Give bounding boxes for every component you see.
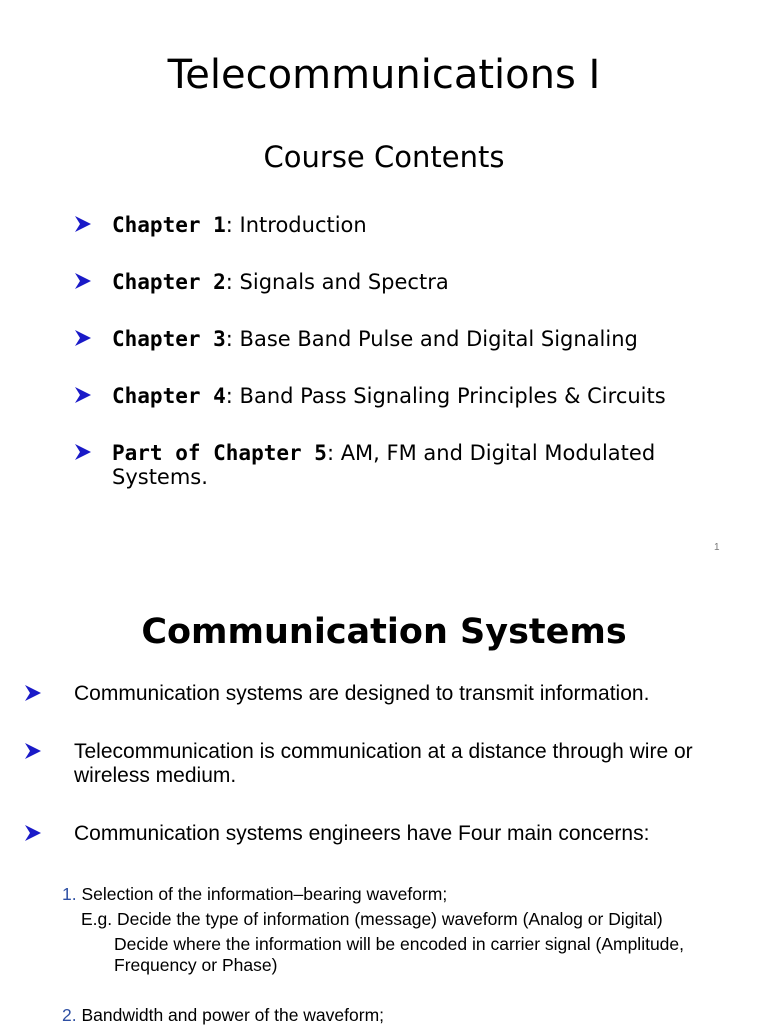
concern-item (62, 884, 752, 905)
arrow-bullet-icon (74, 442, 92, 462)
arrow-bullet-icon (24, 741, 42, 761)
chapter-text: : Introduction (225, 213, 367, 237)
chapter-item (74, 213, 714, 237)
page-number: 1 (714, 542, 720, 553)
chapter-label: Chapter 4 (112, 384, 226, 408)
arrow-bullet-icon (24, 683, 42, 703)
concern-detail: Decide where the information will be encoded in carrier signal (Amplitude, Frequency or Phase) (114, 934, 685, 975)
point-list (22, 682, 762, 880)
arrow-bullet-icon (74, 385, 92, 405)
chapter-list (74, 213, 714, 522)
arrow-bullet-icon (74, 271, 92, 291)
chapter-label: Part of Chapter 5 (112, 441, 327, 465)
list-item (22, 822, 762, 846)
slide-2 (0, 568, 768, 1024)
chapter-item (74, 270, 714, 294)
concern-text: Bandwidth and power of the waveform; (76, 1005, 385, 1025)
chapter-label: Chapter 2 (112, 270, 226, 294)
arrow-bullet-icon (74, 214, 92, 234)
point-text: Communication systems are designed to transmit information. (74, 682, 650, 705)
concern-number: 2. (62, 1005, 77, 1025)
chapter-item (74, 441, 714, 489)
concern-example: E.g. Decide the type of information (message) waveform (Analog or Digital) (81, 909, 663, 929)
chapter-text: : Band Pass Signaling Principles & Circuits (225, 384, 666, 408)
chapter-label: Chapter 1 (112, 213, 226, 237)
chapter-item (74, 384, 714, 408)
chapter-text: : Base Band Pulse and Digital Signaling (225, 327, 638, 351)
slide-title: Telecommunications I (167, 52, 601, 98)
concern-number: 1. (62, 884, 77, 904)
chapter-item (74, 327, 714, 351)
chapter-text: : Signals and Spectra (225, 270, 449, 294)
slide-title: Communication Systems (141, 612, 627, 652)
chapter-label: Chapter 3 (112, 327, 226, 351)
arrow-bullet-icon (24, 823, 42, 843)
point-text: Telecommunication is communication at a distance through wire or wireless medium. (74, 740, 693, 787)
chapter-text: : AM, FM and Digital Modulated Systems. (112, 441, 656, 489)
concern-text: Selection of the information–bearing waveform; (76, 884, 448, 904)
list-item (22, 740, 762, 788)
concern-item (62, 1005, 752, 1026)
point-text: Communication systems engineers have Four main concerns: (74, 822, 650, 845)
arrow-bullet-icon (74, 328, 92, 348)
slide-subtitle: Course Contents (263, 140, 505, 174)
list-item (22, 682, 762, 706)
